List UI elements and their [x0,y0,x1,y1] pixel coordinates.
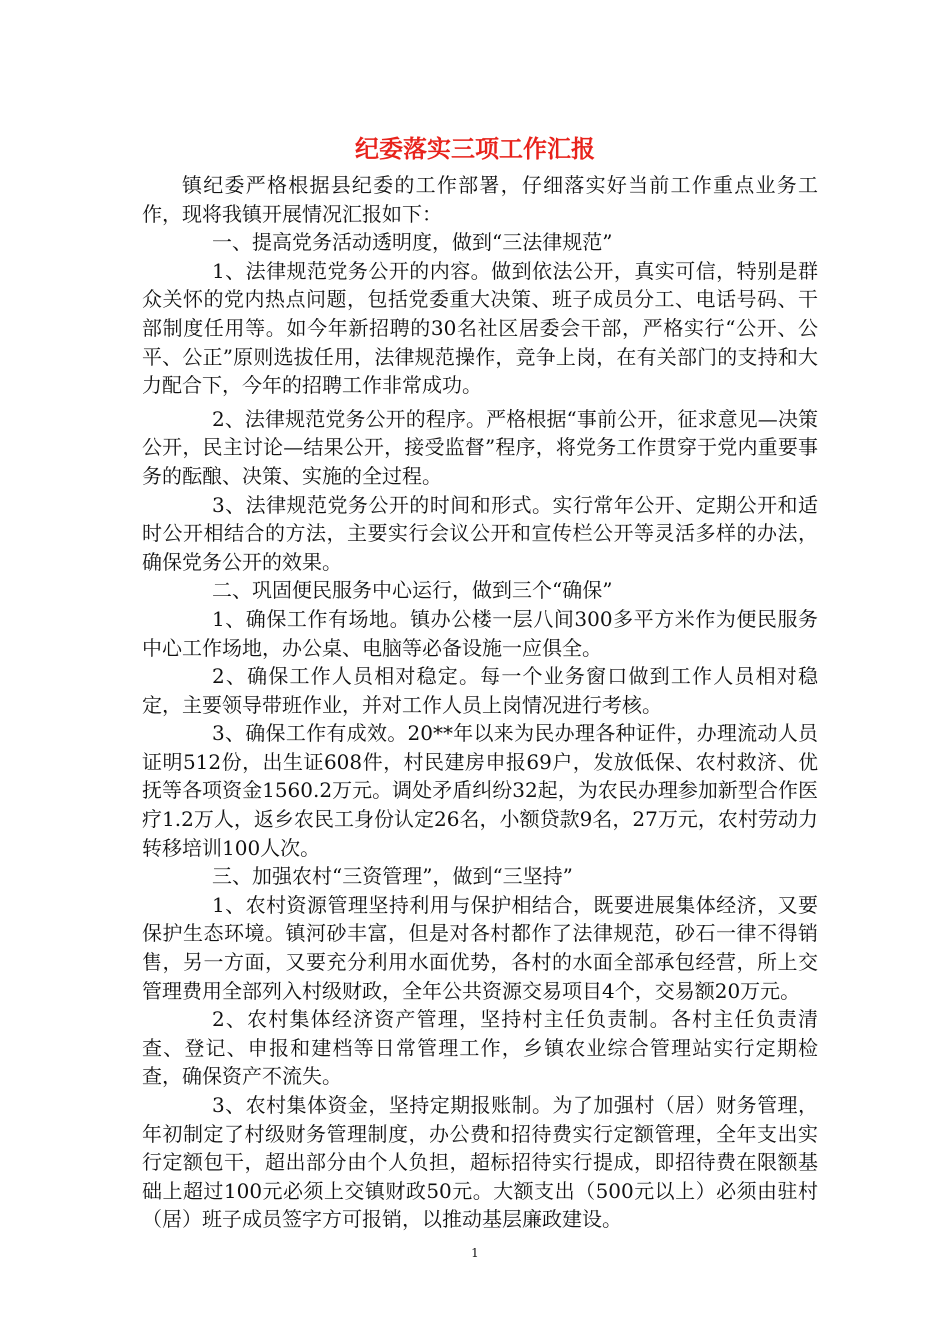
paragraph-2-3: 3、确保工作有成效。20**年以来为民办理各种证件，办理流动人员证明512份，出生证608件，村民建房申报69户，发放低保、农村救济、优抚等各项资金1560.2万元。调处矛盾纠纷32起，为农民办理参加新型合作医疗1.2万人，返乡农民工身份认定26名，小额贷款9名，27万元，农村劳动力转移培训100人次。 [142,721,818,860]
document-body [142,171,818,1234]
paragraph-3-1: 1、农村资源管理坚持利用与保护相结合，既要进展集体经济，又要保护生态环境。镇河砂丰富，但是对各村都作了法律规范，砂石一律不得销售，另一方面，又要充分利用水面优势，各村的水面全部承包经营，所上交管理费用全部列入村级财政，全年公共资源交易项目4个，交易额20万元。 [142,892,818,1003]
paragraph-2-2: 2、确保工作人员相对稳定。每一个业务窗口做到工作人员相对稳定，主要领导带班作业，并对工作人员上岗情况进行考核。 [142,664,818,717]
document-title: 纪委落实三项工作汇报 [355,134,595,163]
paragraph-3-2: 2、农村集体经济资产管理，坚持村主任负责制。各村主任负责清查、登记、申报和建档等日常管理工作，乡镇农业综合管理站实行定期检查，确保资产不流失。 [142,1007,818,1089]
paragraph-1-2: 2、法律规范党务公开的程序。严格根据“事前公开，征求意见—决策公开，民主讨论—结果公开，接受监督”程序，将党务工作贯穿于党内重要事务的酝酿、决策、实施的全过程。 [142,406,818,488]
section-heading-2: 二、巩固便民服务中心运行，做到三个“确保” [212,578,613,603]
paragraph-3-3: 3、农村集体资金，坚持定期报账制。为了加强村（居）财务管理，年初制定了村级财务管理制度，办公费和招待费实行定额管理，全年支出实行定额包干，超出部分由个人负担，超标招待实行提成，即招待费在限额基础上超过100元必须上交镇财政50元。大额支出（500元以上）必须由驻村（居）班子成员签字方可报销，以推动基层廉政建设。 [142,1093,818,1232]
section-heading-1: 一、提高党务活动透明度，做到“三法律规范” [212,230,613,255]
paragraph-2-1: 1、确保工作有场地。镇办公楼一层八间300多平方米作为便民服务中心工作场地，办公桌、电脑等必备设施一应俱全。 [142,606,818,660]
section-heading-3: 三、加强农村“三资管理”，做到“三坚持” [212,864,573,889]
paragraph-1-3: 3、法律规范党务公开的时间和形式。实行常年公开、定期公开和适时公开相结合的方法，主要实行会议公开和宣传栏公开等灵活多样的办法，确保党务公开的效果。 [142,492,818,574]
intro-paragraph: 镇纪委严格根据县纪委的工作部署，仔细落实好当前工作重点业务工作，现将我镇开展情况汇报如下： [142,173,818,226]
paragraph-1-1: 1、法律规范党务公开的内容。做到依法公开，真实可信，特别是群众关怀的党内热点问题，包括党委重大决策、班子成员分工、电话号码、干部制度任用等。如今年新招聘的30名社区居委会干部，严格实行“公开、公平、公正”原则选拔任用，法律规范操作，竞争上岗，在有关部门的支持和大力配合下，今年的招聘工作非常成功。 [142,258,818,398]
page-number: 1 [471,1246,479,1260]
